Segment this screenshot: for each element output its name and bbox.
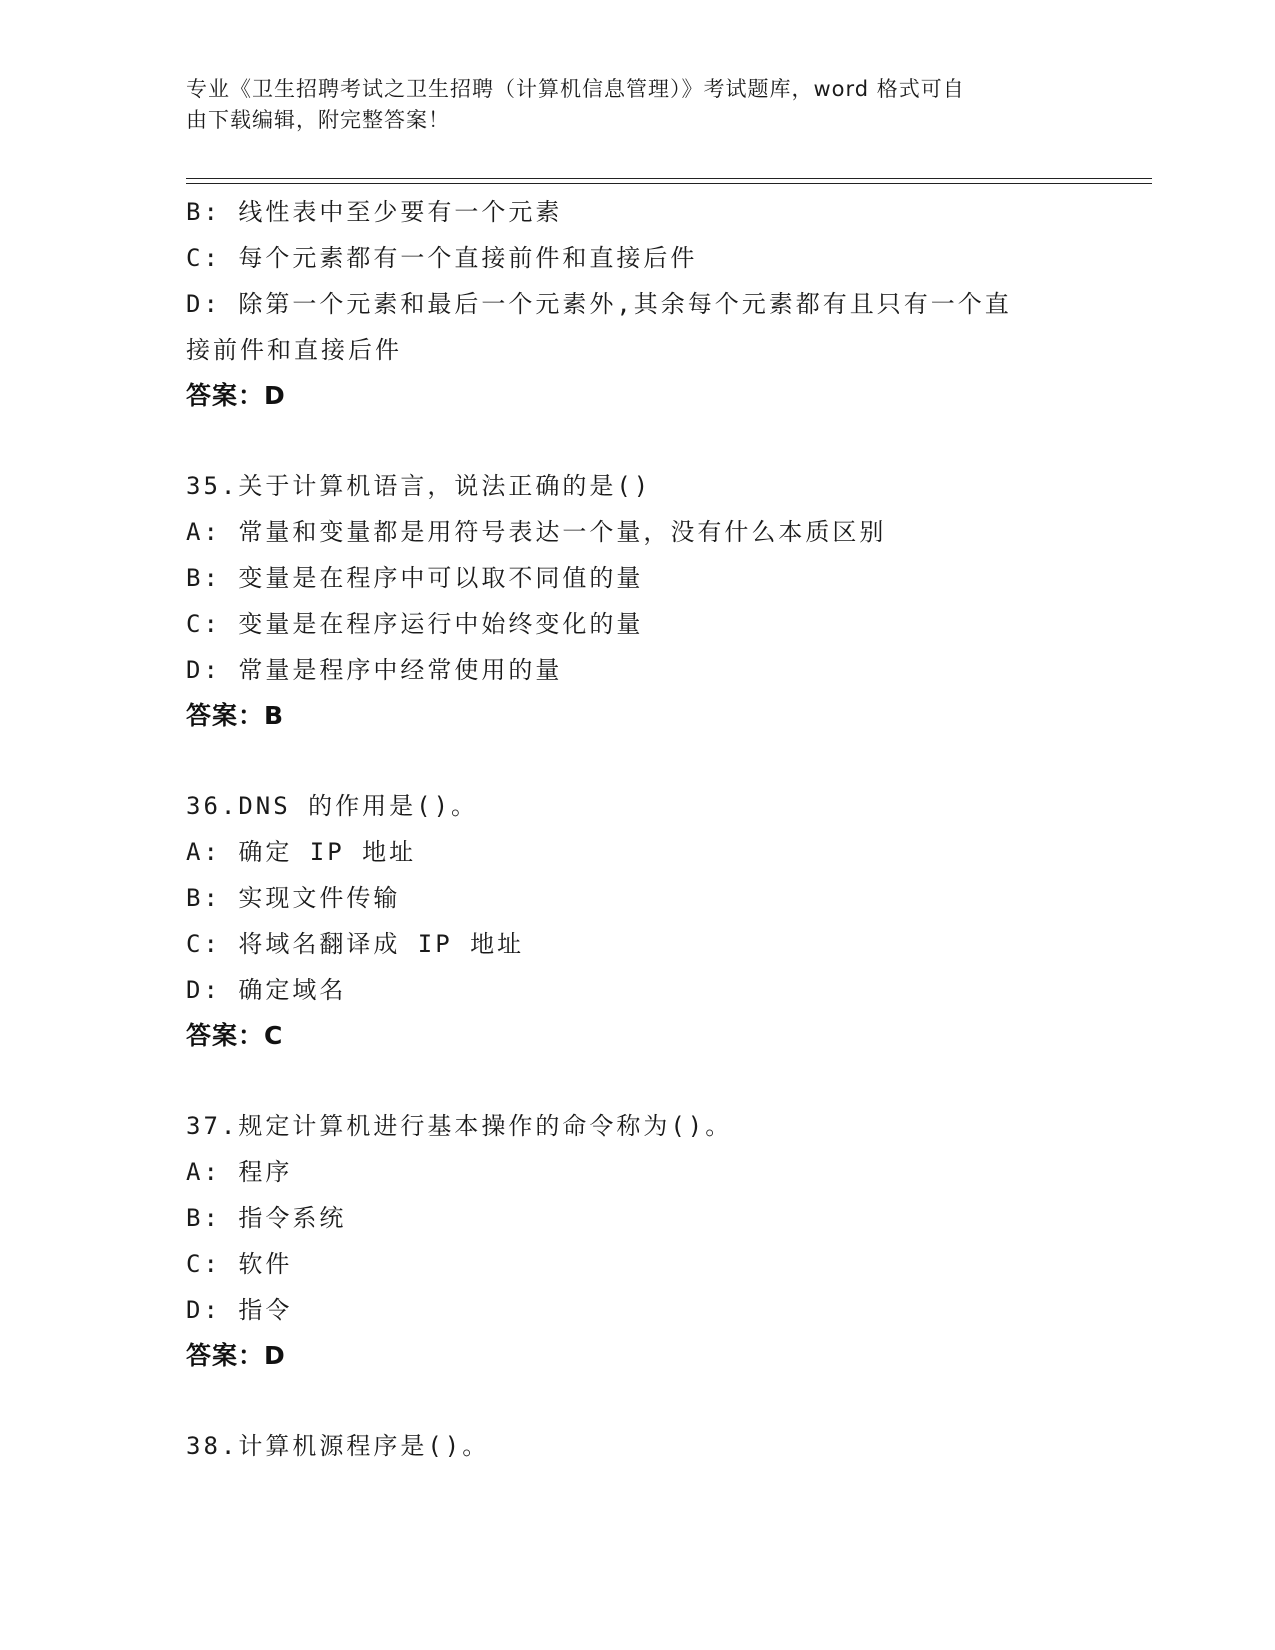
answer: 答案：D [186, 1341, 286, 1370]
option-c: C: 软件 [186, 1250, 293, 1278]
spacer [186, 739, 1066, 783]
option-d: D: 除第一个元素和最后一个元素外,其余每个元素都有且只有一个直 [186, 290, 1012, 318]
question-36 [186, 783, 1066, 1059]
answer: 答案：C [186, 1021, 284, 1050]
spacer [186, 1059, 1066, 1103]
header-line-2: 由下载编辑，附完整答案！ [186, 108, 450, 132]
option-d: D: 指令 [186, 1296, 293, 1324]
answer: 答案：B [186, 701, 285, 730]
option-a: A: 确定 IP 地址 [186, 838, 417, 866]
option-d-continued: 接前件和直接后件 [186, 336, 402, 364]
header-divider-bottom [186, 183, 1152, 184]
option-b: B: 指令系统 [186, 1204, 347, 1232]
question-text: 35.关于计算机语言，说法正确的是() [186, 472, 652, 500]
option-a: A: 程序 [186, 1158, 293, 1186]
option-a: A: 常量和变量都是用符号表达一个量，没有什么本质区别 [186, 518, 887, 546]
spacer [186, 1379, 1066, 1423]
option-c: C: 变量是在程序运行中始终变化的量 [186, 610, 644, 638]
header-line-1: 专业《卫生招聘考试之卫生招聘（计算机信息管理）》考试题库，word 格式可自 [186, 77, 965, 101]
question-text: 38.计算机源程序是()。 [186, 1432, 490, 1460]
header-divider-top [186, 178, 1152, 179]
answer: 答案：D [186, 381, 286, 410]
question-35 [186, 463, 1066, 739]
question-text: 36.DNS 的作用是()。 [186, 792, 479, 820]
spacer [186, 419, 1066, 463]
question-34 [186, 189, 1066, 419]
question-38 [186, 1423, 1066, 1469]
option-b: B: 线性表中至少要有一个元素 [186, 198, 563, 226]
question-37 [186, 1103, 1066, 1379]
option-b: B: 变量是在程序中可以取不同值的量 [186, 564, 644, 592]
option-d: D: 确定域名 [186, 976, 347, 1004]
question-text: 37.规定计算机进行基本操作的命令称为()。 [186, 1112, 733, 1140]
option-d: D: 常量是程序中经常使用的量 [186, 656, 563, 684]
option-b: B: 实现文件传输 [186, 884, 401, 912]
question-list [186, 189, 1066, 1469]
document-header [186, 74, 1066, 136]
option-c: C: 每个元素都有一个直接前件和直接后件 [186, 244, 698, 272]
option-c: C: 将域名翻译成 IP 地址 [186, 930, 525, 958]
